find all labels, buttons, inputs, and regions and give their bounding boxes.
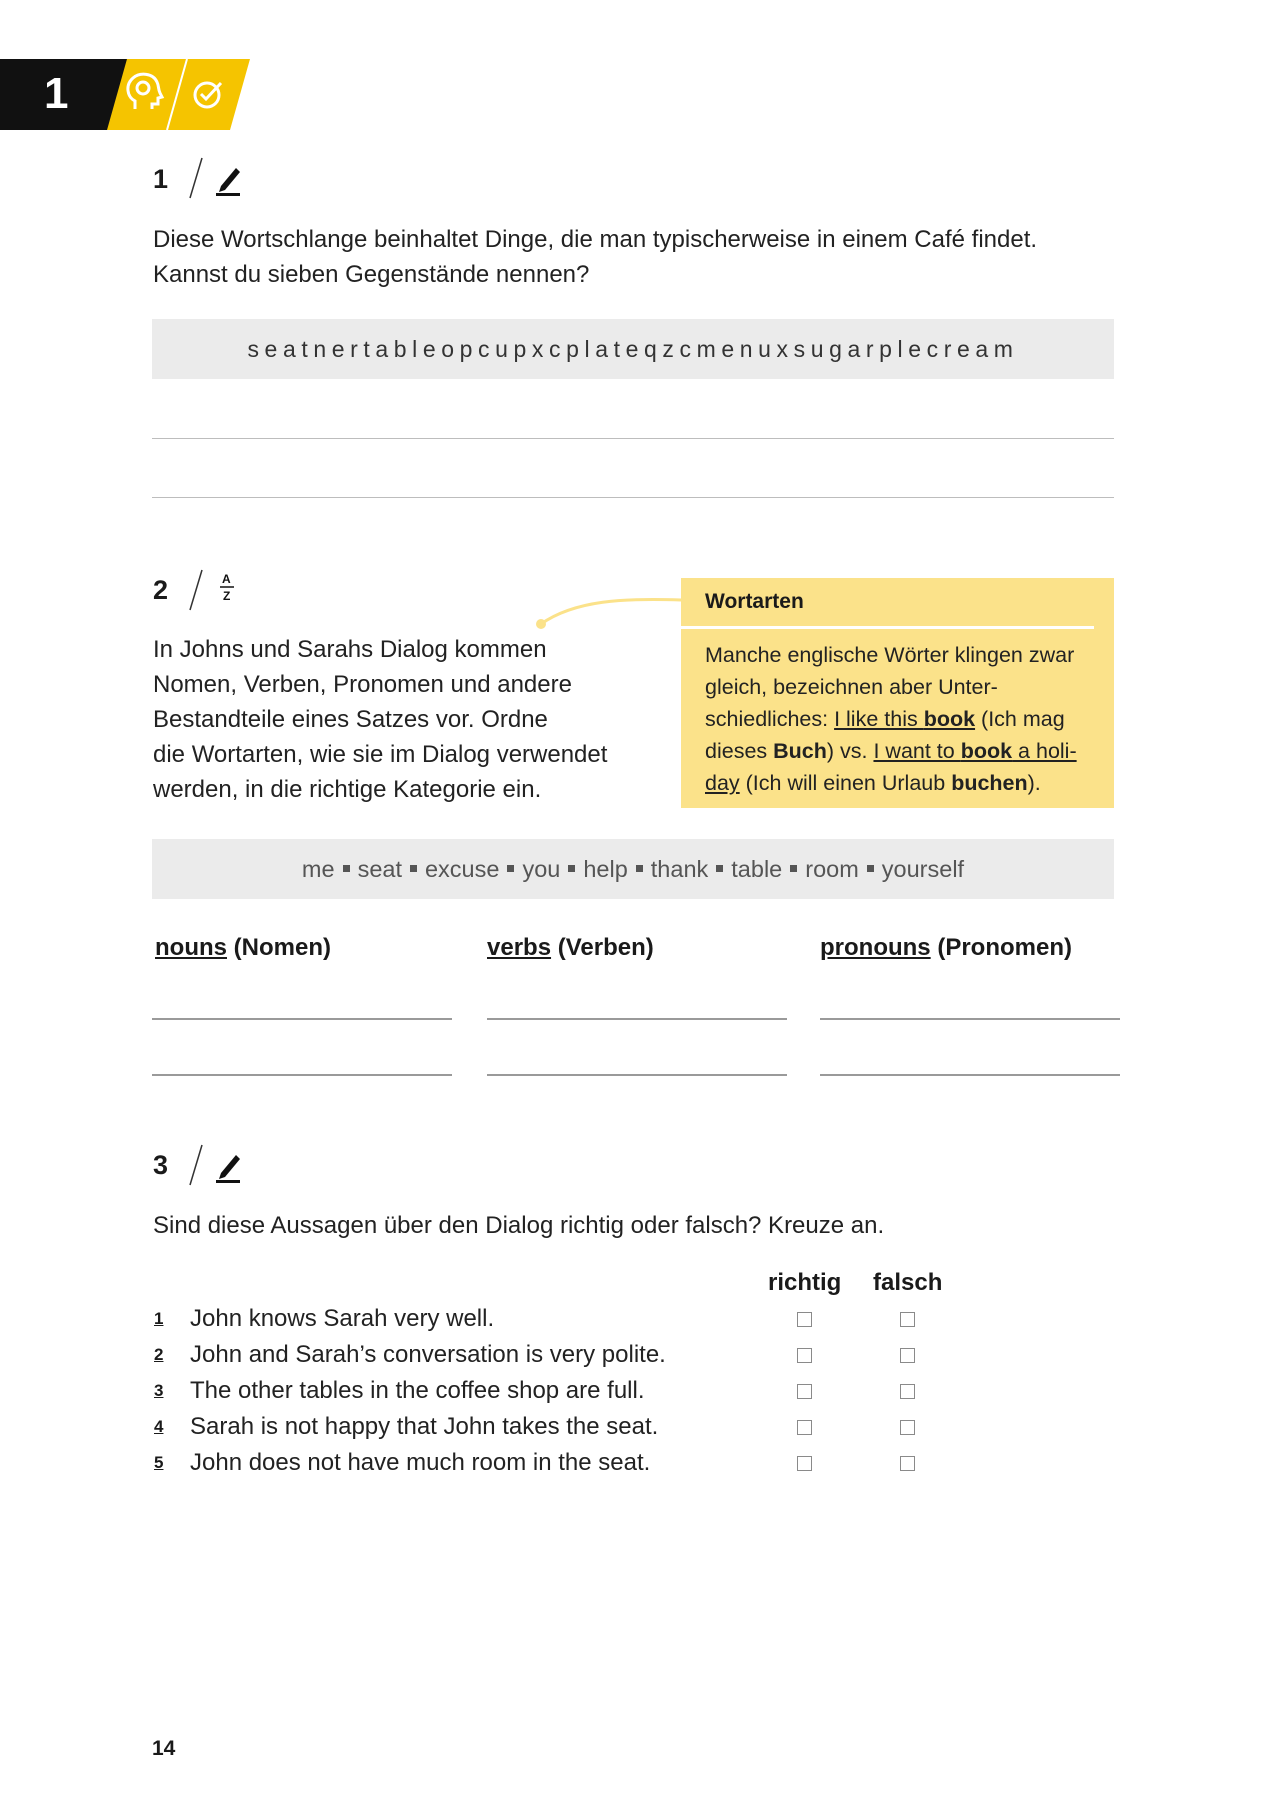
info-text-bold: buchen (951, 771, 1028, 795)
statement-text: John and Sarah’s conversation is very polite. (190, 1341, 666, 1368)
info-text-part: ). (1027, 771, 1041, 795)
exercise-1-number: 1 (153, 164, 169, 194)
column-header-false: falsch (873, 1269, 943, 1296)
slash-divider (190, 158, 202, 198)
svg-text:A: A (222, 572, 231, 586)
checkbox-false[interactable] (900, 1348, 915, 1363)
exercise-3-instruction: Sind diese Aussagen über den Dialog richtig oder falsch? Kreuze an. (153, 1212, 885, 1239)
category-term: verbs (487, 934, 552, 961)
exercise-1-instruction-line: Kannst du sieben Gegenstände nennen? (153, 261, 590, 288)
a-to-z-icon (220, 572, 234, 603)
exercise-2-instruction-line: werden, in die richtige Kategorie ein. (153, 776, 542, 803)
statement-number: 3 (154, 1381, 164, 1400)
pencil-icon (216, 168, 240, 196)
info-text-part: (Ich will einen Urlaub (739, 771, 952, 795)
bullet-separator (790, 865, 797, 872)
word-bank-item: me (301, 856, 335, 882)
page-number: 14 (152, 1737, 176, 1760)
exercise-2-instruction-line: In Johns und Sarahs Dialog kommen (153, 636, 547, 663)
chapter-icons-banner (107, 59, 250, 130)
pencil-icon (216, 1155, 240, 1183)
exercise-2-number: 2 (153, 575, 169, 605)
category-verbs (487, 934, 654, 962)
info-text-part: I want to (873, 739, 961, 763)
chapter-number: 1 (44, 69, 69, 118)
category-translation: (Pronomen) (937, 934, 1072, 961)
info-text-part: (Ich mag dieses (705, 707, 1065, 763)
word-bank-item: help (583, 856, 628, 882)
info-box-text (705, 639, 1097, 799)
category-translation: (Nomen) (233, 934, 331, 961)
statement-text: John does not have much room in the seat. (190, 1449, 651, 1476)
bullet-separator (867, 865, 874, 872)
answer-line[interactable] (820, 1074, 1120, 1076)
checkbox-true[interactable] (797, 1348, 812, 1363)
statement-text: Sarah is not happy that John takes the seat. (190, 1413, 659, 1440)
category-pronouns (820, 934, 1072, 962)
answer-line[interactable] (152, 497, 1114, 498)
answer-line[interactable] (152, 1018, 452, 1020)
word-bank-item: table (731, 856, 783, 882)
word-bank-item: yourself (881, 856, 965, 882)
exercise-2-icon-group (184, 568, 250, 612)
bullet-separator (636, 865, 643, 872)
checkbox-true[interactable] (797, 1456, 812, 1471)
exercise-3-number: 3 (153, 1150, 169, 1180)
info-text-bold: book (923, 707, 976, 731)
bullet-separator (568, 865, 575, 872)
word-bank-item: seat (357, 856, 402, 882)
statement-number: 1 (154, 1309, 164, 1328)
answer-line[interactable] (152, 1074, 452, 1076)
column-header-true: richtig (768, 1269, 842, 1296)
word-snake-box: seatnertableopcupxcplateqzcmenuxsugarplecream (152, 319, 1114, 379)
info-example-1 (834, 707, 975, 731)
exercise-1-icon-group (184, 156, 250, 200)
info-text-part: Manche englische Wörter klingen zwar gleich, bezeichnen aber Unterschiedliches: (705, 643, 1075, 731)
word-bank-item: excuse (424, 856, 500, 882)
info-box-title: Wortarten (705, 590, 804, 613)
checkbox-true[interactable] (797, 1420, 812, 1435)
checkbox-false[interactable] (900, 1384, 915, 1399)
checkbox-false[interactable] (900, 1456, 915, 1471)
answer-line[interactable] (152, 438, 1114, 439)
exercise-2-instruction (153, 632, 673, 807)
bullet-separator (410, 865, 417, 872)
exercise-2-instruction-line: Bestandteile eines Satzes vor. Ordne (153, 706, 548, 733)
statement-number: 4 (154, 1417, 164, 1436)
answer-line[interactable] (820, 1018, 1120, 1020)
checkbox-false[interactable] (900, 1420, 915, 1435)
checkbox-true[interactable] (797, 1384, 812, 1399)
svg-text:Z: Z (223, 589, 231, 603)
statement-text: The other tables in the coffee shop are full. (190, 1377, 645, 1404)
bullet-separator (343, 865, 350, 872)
info-text-part: ) vs. (826, 739, 874, 763)
bullet-separator (507, 865, 514, 872)
category-term: pronouns (820, 934, 931, 961)
statement-number: 2 (154, 1345, 164, 1364)
slash-divider (190, 570, 202, 610)
statement-text: John knows Sarah very well. (190, 1305, 495, 1332)
info-text-bold: Buch (773, 739, 827, 763)
bullet-separator (716, 865, 723, 872)
exercise-3-icon-group (184, 1143, 250, 1187)
category-nouns (155, 934, 331, 962)
checkbox-true[interactable] (797, 1312, 812, 1327)
info-text-bold: book (960, 739, 1013, 763)
info-text-part: a holi-day (705, 739, 1077, 795)
exercise-2-instruction-line: die Wortarten, wie sie im Dialog verwendet (153, 741, 608, 768)
word-bank-item: room (805, 856, 859, 882)
info-connector-line (535, 594, 685, 630)
word-bank-box (152, 839, 1114, 899)
answer-line[interactable] (487, 1018, 787, 1020)
slash-divider (190, 1145, 202, 1185)
info-text-part: I like this (834, 707, 924, 731)
answer-line[interactable] (487, 1074, 787, 1076)
statement-number: 5 (154, 1453, 164, 1472)
exercise-1-instruction (153, 222, 1113, 292)
category-translation: (Verben) (557, 934, 654, 961)
category-term: nouns (155, 934, 227, 961)
checkbox-false[interactable] (900, 1312, 915, 1327)
word-bank-item: thank (650, 856, 709, 882)
exercise-1-instruction-line: Diese Wortschlange beinhaltet Dinge, die man typischerweise in einem Café findet. (153, 226, 1038, 253)
info-box-divider (681, 626, 1094, 629)
word-bank-item: you (522, 856, 561, 882)
exercise-2-instruction-line: Nomen, Verben, Pronomen und andere (153, 671, 572, 698)
